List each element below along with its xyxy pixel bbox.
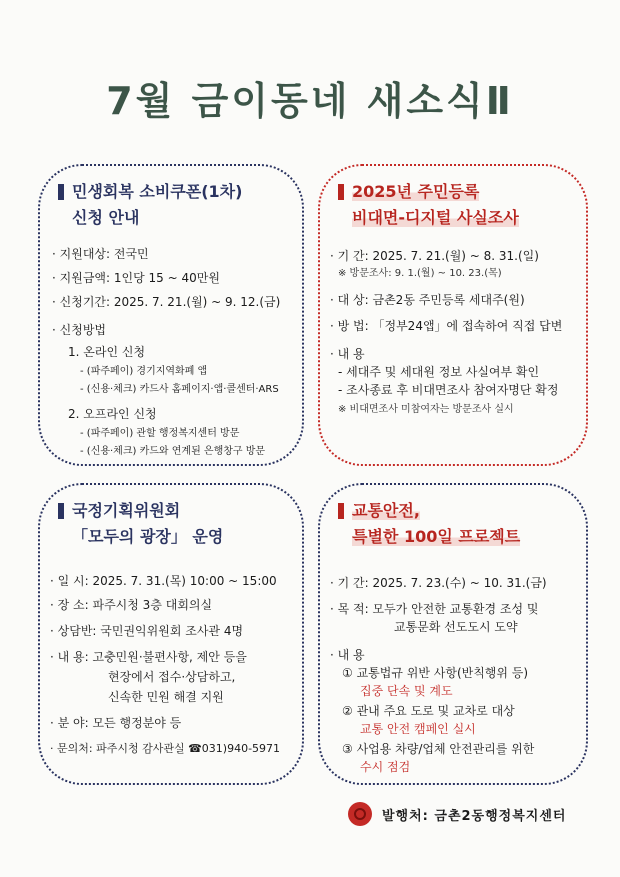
resident-survey-box xyxy=(318,164,588,466)
online-method: 1. 온라인 신청 xyxy=(68,345,146,359)
box4-heading-line2: 특별한 100일 프로젝트 xyxy=(352,527,521,546)
info-item: · 기 간: 2025. 7. 21.(월) ~ 8. 31.(일) xyxy=(330,249,539,263)
offline-sub-item: - (신용·체크) 카드와 연계된 은행창구 방문 xyxy=(80,446,266,457)
info-item: · 내 용: 고충민원·불편사항, 제안 등을 xyxy=(50,650,247,664)
visit-note: ※ 방문조사: 9. 1.(월) ~ 10. 23.(목) xyxy=(338,268,502,279)
contact-info: · 문의처: 파주시청 감사관실 ☎031)940-5971 xyxy=(50,742,281,755)
box1-heading-line2: 신청 안내 xyxy=(72,208,140,227)
page-title: 7월 금이동네 새소식Ⅱ xyxy=(106,79,514,123)
list-item: ② 관내 주요 도로 및 교차로 대상 xyxy=(342,704,515,718)
info-item: · 지원대상: 전국민 xyxy=(52,247,149,261)
consumption-coupon-box xyxy=(38,164,304,466)
info-item: · 목 적: 모두가 안전한 교통환경 조성 및 xyxy=(330,602,539,616)
publisher xyxy=(348,802,566,826)
box2-heading-line1: 2025년 주민등록 xyxy=(352,182,480,201)
list-item: ③ 사업용 차량/업체 안전관리를 위한 xyxy=(342,742,535,756)
heading-bar xyxy=(58,184,64,200)
info-item: · 신청기간: 2025. 7. 21.(월) ~ 9. 12.(금) xyxy=(52,295,281,309)
traffic-safety-box xyxy=(318,483,588,785)
box3-heading-line1: 국정기획위원회 xyxy=(72,501,181,520)
seal-icon xyxy=(348,802,372,826)
content-continuation: 현장에서 접수·상담하고, xyxy=(108,670,236,684)
heading-bar xyxy=(58,503,64,519)
box2-heading-line2: 비대면-디지털 사실조사 xyxy=(352,208,519,227)
list-item-sub: 집중 단속 및 계도 xyxy=(360,684,453,698)
info-item: · 내 용 xyxy=(330,347,365,361)
content-continuation: 신속한 민원 해결 지원 xyxy=(108,690,224,704)
purpose-continuation: 교통문화 선도도시 도약 xyxy=(394,620,518,634)
online-sub-item: - (신용·체크) 카드사 홈페이지·앱·콜센터·ARS xyxy=(80,384,279,395)
box3-heading-line2: 「모두의 광장」 운영 xyxy=(72,527,224,546)
info-item: · 기 간: 2025. 7. 23.(수) ~ 10. 31.(금) xyxy=(330,576,547,590)
info-item: · 지원금액: 1인당 15 ~ 40만원 xyxy=(52,271,220,285)
info-item: · 장 소: 파주시청 3층 대회의실 xyxy=(50,598,213,612)
list-item-sub: 수시 점검 xyxy=(360,760,411,774)
info-item: · 상담반: 국민권익위원회 조사관 4명 xyxy=(50,624,244,638)
info-item: · 분 야: 모든 행정분야 등 xyxy=(50,716,182,730)
content-item: - 조사종료 후 비대면조사 참여자명단 확정 xyxy=(338,383,559,397)
online-sub-item: - (파주페이) 경기지역화폐 앱 xyxy=(80,366,208,377)
box1-heading-line1: 민생회복 소비쿠폰(1차) xyxy=(72,182,243,201)
info-item: · 일 시: 2025. 7. 31.(목) 10:00 ~ 15:00 xyxy=(50,574,277,588)
info-item: · 내 용 xyxy=(330,648,365,662)
box4-heading-line1: 교통안전, xyxy=(352,501,420,520)
offline-method: 2. 오프라인 신청 xyxy=(68,407,157,421)
list-item: ① 교통법규 위반 사항(반칙행위 등) xyxy=(342,666,529,680)
content-item: - 세대주 및 세대원 정보 사실여부 확인 xyxy=(338,365,540,379)
publisher-text: 발행처: 금촌2동행정복지센터 xyxy=(382,808,567,824)
heading-bar xyxy=(338,503,344,519)
public-square-box xyxy=(38,483,304,785)
info-item: · 신청방법 xyxy=(52,323,107,337)
list-item-sub: 교통 안전 캠페인 실시 xyxy=(360,722,476,736)
info-item: · 방 법: 「정부24앱」에 접속하여 직접 답변 xyxy=(330,319,563,333)
final-note: ※ 비대면조사 미참여자는 방문조사 실시 xyxy=(338,404,514,415)
offline-sub-item: - (파주페이) 관할 행정복지센터 방문 xyxy=(80,428,240,439)
info-item: · 대 상: 금촌2동 주민등록 세대주(원) xyxy=(330,293,525,307)
heading-bar xyxy=(338,184,344,200)
